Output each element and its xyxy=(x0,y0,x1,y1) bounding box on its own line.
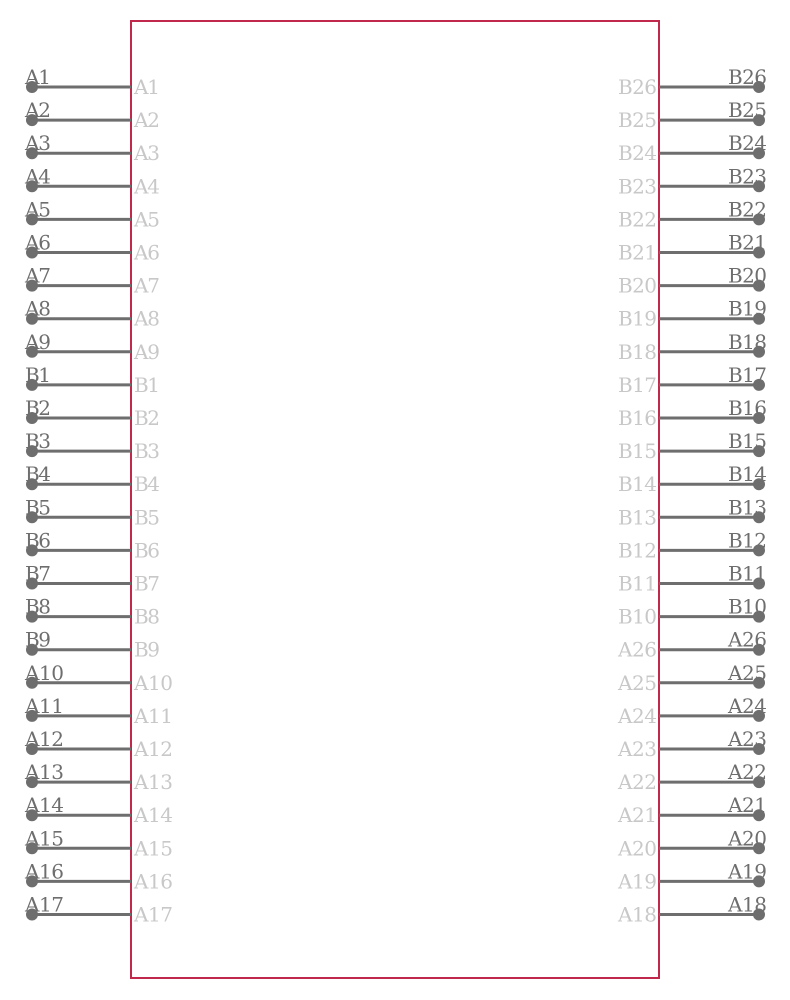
pin-number: A19 xyxy=(728,859,767,884)
pin-label: B22 xyxy=(618,207,657,232)
pin-b10 xyxy=(618,595,767,629)
pin-b5 xyxy=(25,495,160,529)
pin-number: A3 xyxy=(25,131,51,156)
pin-a7 xyxy=(24,264,160,298)
pin-label: B20 xyxy=(618,273,657,298)
pin-label: A11 xyxy=(134,703,173,728)
pin-label: A24 xyxy=(618,703,657,728)
pin-a13 xyxy=(24,760,173,794)
pin-label: A5 xyxy=(134,207,160,232)
pin-label: A4 xyxy=(134,174,160,199)
pin-label: A14 xyxy=(134,803,173,828)
pin-label: A13 xyxy=(134,770,173,795)
pin-b21 xyxy=(618,231,767,265)
pin-b15 xyxy=(618,429,767,463)
pin-b1 xyxy=(25,363,160,397)
pin-number: B8 xyxy=(25,594,51,619)
pin-label: B6 xyxy=(134,538,160,563)
pin-label: B8 xyxy=(134,604,160,629)
pin-a5 xyxy=(24,197,160,231)
pin-label: A18 xyxy=(618,902,657,927)
pin-b25 xyxy=(618,98,767,132)
pin-a24 xyxy=(617,694,767,728)
pin-label: A17 xyxy=(134,902,173,927)
pin-label: A16 xyxy=(134,869,173,894)
pin-number: A14 xyxy=(25,793,64,818)
pin-label: B7 xyxy=(134,571,160,596)
pin-label: A1 xyxy=(134,75,160,99)
pin-number: B21 xyxy=(728,230,767,255)
pin-label: B4 xyxy=(134,472,160,497)
pin-number: B6 xyxy=(25,528,51,553)
pin-number: B10 xyxy=(728,594,767,619)
pin-number: A2 xyxy=(25,98,51,123)
pin-number: A8 xyxy=(25,296,51,321)
pin-b9 xyxy=(25,628,160,662)
pin-number: B7 xyxy=(25,561,51,586)
pin-number: B9 xyxy=(25,627,51,652)
pin-b16 xyxy=(618,396,767,430)
pin-b20 xyxy=(618,264,767,298)
pin-a18 xyxy=(617,893,767,927)
pin-number: B17 xyxy=(728,362,767,387)
pin-label: A26 xyxy=(618,637,657,662)
pin-b4 xyxy=(25,462,160,496)
pin-a6 xyxy=(24,231,160,265)
component-body xyxy=(131,21,659,978)
pin-number: B15 xyxy=(728,429,767,454)
pin-label: A22 xyxy=(618,770,657,795)
pin-label: A25 xyxy=(618,670,657,695)
pin-label: A19 xyxy=(618,869,657,894)
pin-label: A20 xyxy=(618,836,657,861)
pin-a9 xyxy=(24,330,160,364)
pin-a17 xyxy=(24,893,173,927)
pin-label: B24 xyxy=(618,141,657,166)
pin-label: B9 xyxy=(134,637,160,662)
pin-a10 xyxy=(24,661,173,695)
pin-number: B2 xyxy=(25,396,51,420)
pin-label: B13 xyxy=(618,505,657,530)
pin-number: A11 xyxy=(25,693,64,718)
pin-number: A6 xyxy=(25,230,51,255)
pin-number: A17 xyxy=(25,892,64,917)
pin-number: B23 xyxy=(728,164,767,189)
pin-label: A2 xyxy=(134,108,160,133)
pin-label: A12 xyxy=(134,737,173,761)
pin-label: B17 xyxy=(618,372,657,397)
pin-b7 xyxy=(25,562,160,596)
pin-number: B11 xyxy=(728,561,767,586)
pin-number: B12 xyxy=(728,528,767,553)
pin-label: B21 xyxy=(618,240,657,265)
pin-label: B3 xyxy=(134,439,160,464)
pin-a2 xyxy=(24,98,160,132)
pin-label: A3 xyxy=(134,141,160,166)
pin-a22 xyxy=(617,760,767,794)
pin-label: B1 xyxy=(134,372,160,397)
pin-a11 xyxy=(24,694,173,728)
pin-number: A9 xyxy=(25,329,51,354)
pin-label: A7 xyxy=(134,273,160,298)
pin-b12 xyxy=(618,528,767,562)
pin-b24 xyxy=(618,131,767,165)
pin-label: A8 xyxy=(134,306,160,331)
pin-b6 xyxy=(25,528,160,562)
pin-label: B5 xyxy=(134,505,160,530)
pin-a3 xyxy=(24,131,160,165)
pin-number: A25 xyxy=(728,660,767,685)
pin-label: B10 xyxy=(618,604,657,629)
pin-number: A5 xyxy=(25,197,51,222)
pin-a23 xyxy=(617,727,767,761)
pin-b18 xyxy=(618,330,767,364)
pin-a12 xyxy=(24,727,173,761)
pin-label: B15 xyxy=(618,439,657,464)
pin-label: B12 xyxy=(618,538,657,563)
pin-number: B5 xyxy=(25,495,51,520)
pin-b13 xyxy=(618,495,767,529)
pin-a20 xyxy=(617,826,767,860)
right-pin-group xyxy=(617,65,767,927)
pin-label: A15 xyxy=(134,836,173,861)
pin-label: B2 xyxy=(134,406,160,430)
pin-number: B25 xyxy=(728,98,767,123)
pin-b3 xyxy=(25,429,160,463)
pin-number: A24 xyxy=(728,693,767,718)
pin-b14 xyxy=(618,462,767,496)
pin-label: B19 xyxy=(618,306,657,331)
pin-number: A20 xyxy=(728,826,767,851)
pin-b11 xyxy=(618,562,767,596)
pin-label: A23 xyxy=(618,737,657,761)
pin-number: B18 xyxy=(728,329,767,354)
pin-a26 xyxy=(617,628,767,662)
pin-a21 xyxy=(617,793,767,827)
pin-label: A21 xyxy=(618,803,657,828)
pin-number: A21 xyxy=(728,793,767,818)
pin-number: A4 xyxy=(25,164,51,189)
pin-label: B23 xyxy=(618,174,657,199)
pin-b17 xyxy=(618,363,767,397)
pin-number: A7 xyxy=(25,263,51,288)
pin-number: A26 xyxy=(728,627,767,652)
pin-number: A12 xyxy=(25,727,64,751)
pin-label: B26 xyxy=(618,75,657,99)
pin-number: A18 xyxy=(728,892,767,917)
pin-label: B11 xyxy=(618,571,657,596)
pin-number: B26 xyxy=(728,65,767,89)
pin-number: B19 xyxy=(728,296,767,321)
pin-number: B4 xyxy=(25,462,51,487)
pin-number: A1 xyxy=(25,65,51,89)
pin-label: B14 xyxy=(618,472,657,497)
pin-number: B3 xyxy=(25,429,51,454)
pin-b8 xyxy=(25,595,160,629)
pin-number: B20 xyxy=(728,263,767,288)
pin-label: A9 xyxy=(134,339,160,364)
pin-b19 xyxy=(618,297,767,331)
pin-a25 xyxy=(617,661,767,695)
pin-a8 xyxy=(24,297,160,331)
pin-number: A23 xyxy=(728,727,767,751)
pin-number: A10 xyxy=(25,660,64,685)
pin-b23 xyxy=(618,164,767,198)
pin-a19 xyxy=(617,859,767,893)
pin-number: B1 xyxy=(25,362,51,387)
pin-number: B24 xyxy=(728,131,767,156)
pin-number: A22 xyxy=(728,760,767,785)
pin-label: A10 xyxy=(134,670,173,695)
pin-number: A16 xyxy=(25,859,64,884)
pin-label: B25 xyxy=(618,108,657,133)
pin-number: B16 xyxy=(728,396,767,420)
pin-number: A15 xyxy=(25,826,64,851)
pin-a4 xyxy=(24,164,160,198)
left-pin-group xyxy=(24,65,173,927)
pin-b26 xyxy=(618,65,767,99)
pin-number: B22 xyxy=(728,197,767,222)
pin-number: B14 xyxy=(728,462,767,487)
pin-label: B18 xyxy=(618,339,657,364)
pin-number: A13 xyxy=(25,760,64,785)
pin-b22 xyxy=(618,197,767,231)
pin-number: B13 xyxy=(728,495,767,520)
pin-label: B16 xyxy=(618,406,657,430)
pin-a16 xyxy=(24,859,173,893)
pin-a15 xyxy=(24,826,173,860)
pin-b2 xyxy=(25,396,160,430)
pin-label: A6 xyxy=(134,240,160,265)
pin-a1 xyxy=(24,65,160,99)
pin-a14 xyxy=(24,793,173,827)
